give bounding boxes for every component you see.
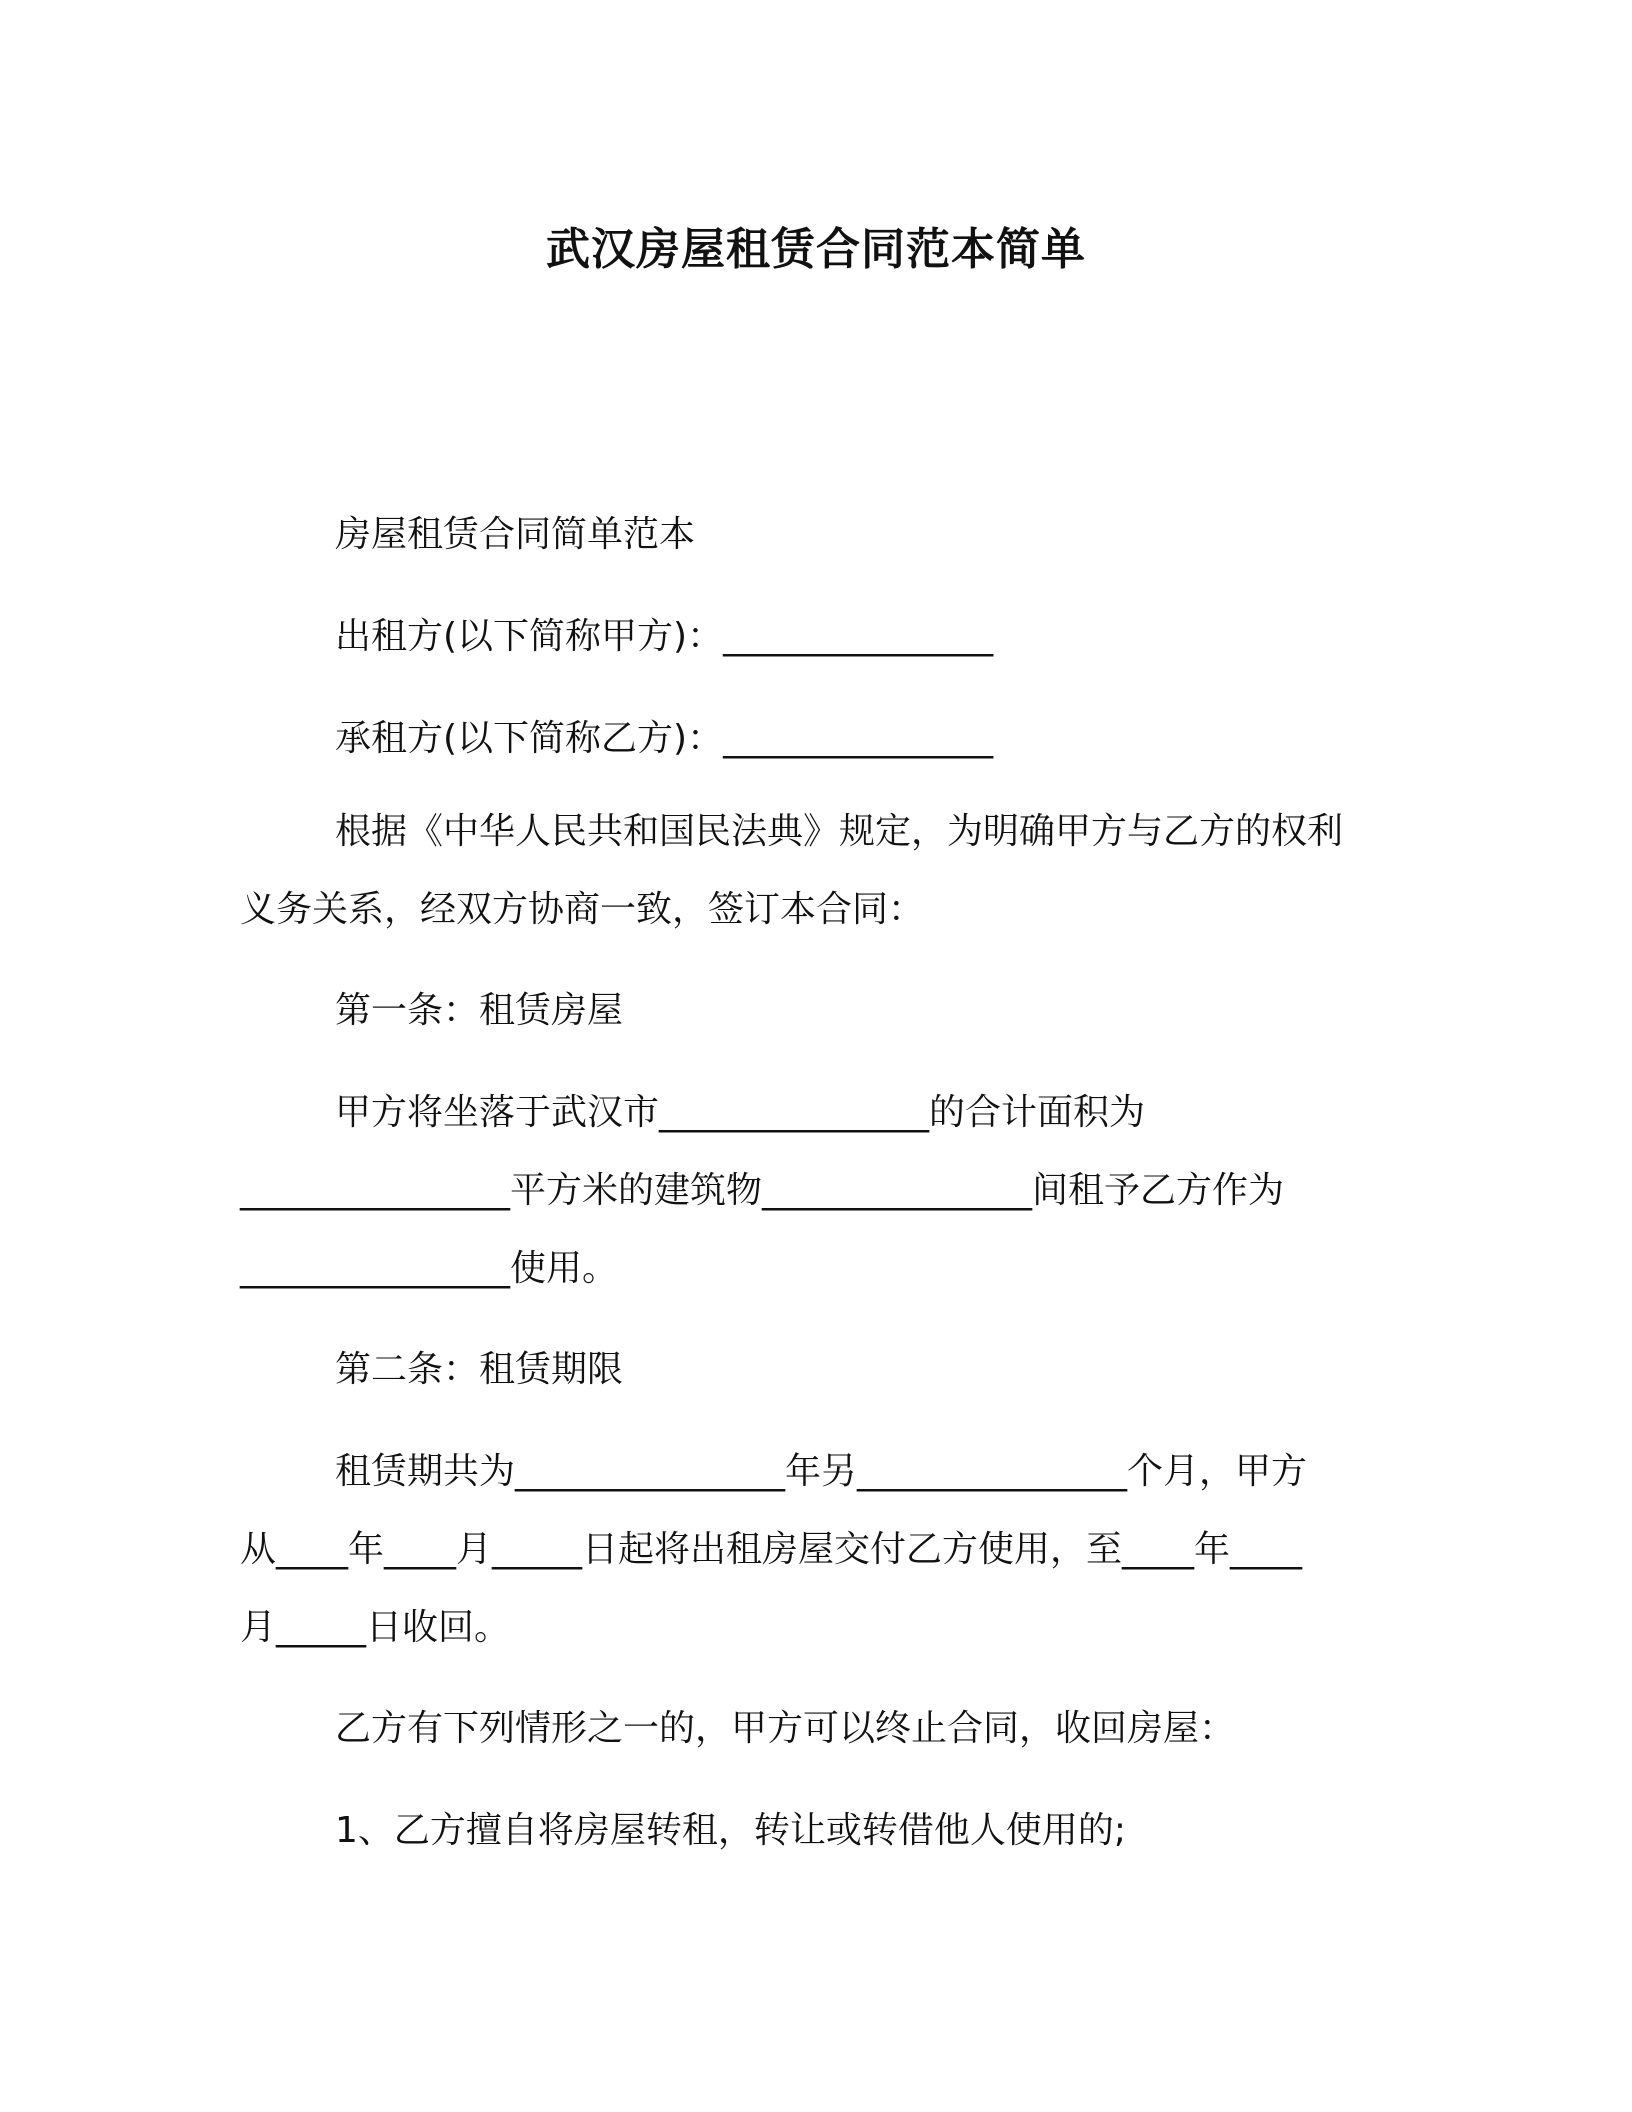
document-title: 武汉房屋租赁合同范本简单	[546, 224, 1086, 275]
paragraph-subtitle	[240, 496, 1390, 574]
paragraph-line: 出租方(以下简称甲方)：_______________	[335, 616, 994, 657]
article-one-body	[240, 1074, 1390, 1308]
paragraph-line: 承租方(以下简称乙方)：_______________	[335, 718, 994, 759]
paragraph-line: 根据《中华人民共和国民法典》规定，为明确甲方与乙方的权利	[335, 811, 1344, 852]
paragraph-line: 从____年____月_____日起将出租房屋交付乙方使用，至____年____	[240, 1529, 1303, 1570]
paragraph-preamble	[240, 793, 1390, 949]
paragraph-line: _______________平方米的建筑物_______________间租予乙方作为	[240, 1170, 1285, 1211]
paragraph-lessee	[240, 700, 1390, 778]
article-two-heading	[240, 1331, 1390, 1409]
paragraph-line: 1、乙方擅自将房屋转租，转让或转借他人使用的;	[335, 1810, 1127, 1851]
paragraph-line: 月_____日收回。	[240, 1607, 511, 1648]
paragraph-line: 义务关系，经双方协商一致，签订本合同：	[240, 889, 925, 930]
paragraph-line: 租赁期共为_______________年另_______________个月，甲方	[335, 1451, 1308, 1492]
paragraph-line: 甲方将坐落于武汉市_______________的合计面积为	[335, 1092, 1146, 1133]
paragraph-line: 房屋租赁合同简单范本	[335, 514, 696, 555]
paragraph-lessor	[240, 598, 1390, 676]
article-two-body	[240, 1433, 1390, 1667]
paragraph-line: _______________使用。	[240, 1248, 619, 1289]
paragraph-line: 乙方有下列情形之一的，甲方可以终止合同，收回房屋：	[335, 1708, 1236, 1749]
article-one-heading	[240, 972, 1390, 1050]
paragraph-line: 第二条：租赁期限	[335, 1349, 624, 1390]
termination-item-1	[240, 1792, 1390, 1870]
termination-clause	[240, 1690, 1390, 1768]
paragraph-line: 第一条：租赁房屋	[335, 990, 624, 1031]
